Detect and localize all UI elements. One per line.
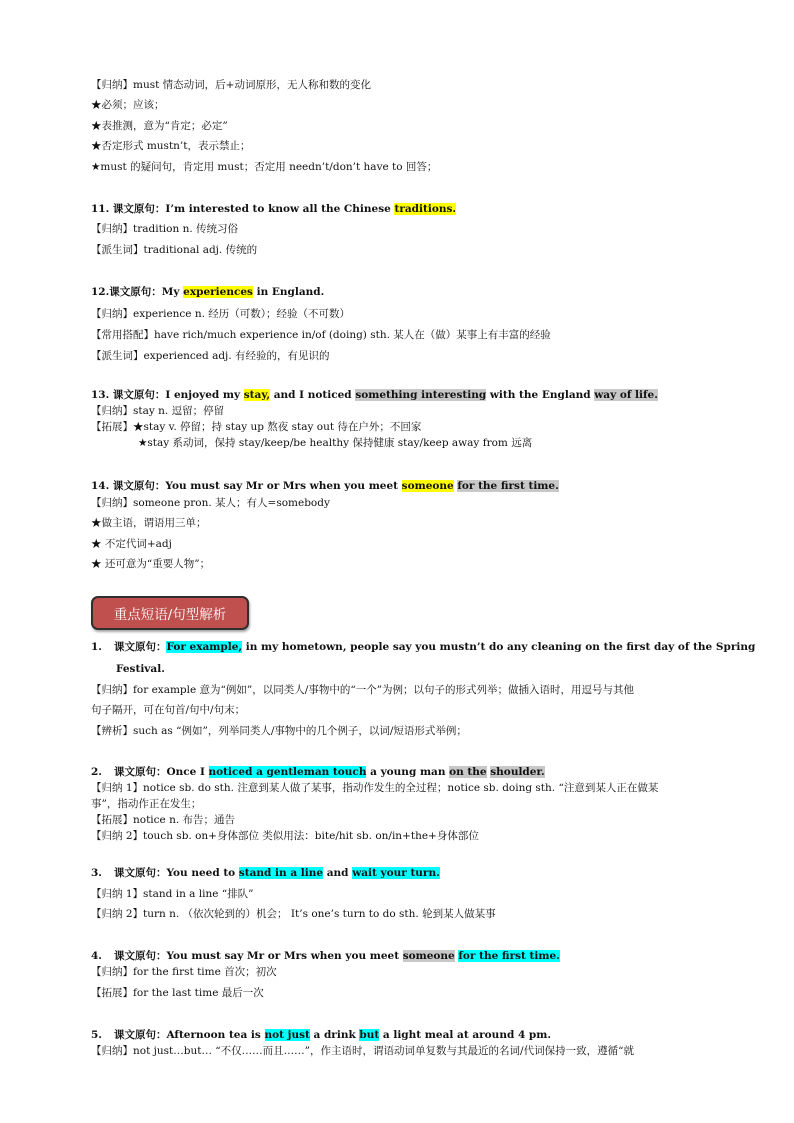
highlight: but <box>359 1029 380 1041</box>
item-14-sentence: 14. 课文原句：You must say Mr or Mrs when you meet someone for the first time. <box>91 480 559 492</box>
phrase-2-summary-2: 【归纳 2】touch sb. on+身体部位 类似用法：bite/hit sb. on/in+the+身体部位 <box>91 830 479 842</box>
item-14-summary: 【归纳】someone pron. 某人；有人=somebody <box>91 497 330 509</box>
highlight: way of life. <box>594 389 658 401</box>
phrase-5-sentence: 5. 课文原句：Afternoon tea is not just a drink but a light meal at around 4 pm. <box>91 1029 552 1041</box>
phrase-4-extension: 【拓展】for the last time 最后一次 <box>91 987 264 999</box>
item-13-summary: 【归纳】stay n. 逗留；停留 <box>91 405 225 417</box>
item-14-note-1: ★做主语，谓语用三单； <box>91 517 207 529</box>
item-11-summary: 【归纳】tradition n. 传统习俗 <box>91 223 239 235</box>
item-12-collocation: 【常用搭配】have rich/much experience in/of (doing) sth. 某人在（做）某事上有丰富的经验 <box>91 329 551 341</box>
highlight: for the first time. <box>458 950 560 962</box>
phrase-2-extension: 【拓展】notice n. 布告；通告 <box>91 814 236 826</box>
note-must-4: ★must 的疑问句，肯定用 must；否定用 needn’t/don’t have to 回答； <box>91 161 438 173</box>
phrase-1-sentence-cont: Festival. <box>116 663 165 675</box>
item-14-note-3: ★ 还可意为“重要人物”； <box>91 558 211 570</box>
phrase-2-summary-1-cont: 事”，指动作正在发生； <box>91 798 202 810</box>
item-14-note-2: ★ 不定代词+adj <box>91 538 172 550</box>
note-must-summary: 【归纳】must 情态动词，后+动词原形，无人称和数的变化 <box>91 79 371 91</box>
phrase-5-summary: 【归纳】not just…but… “不仅……而且……”，作主语时，谓语动词单复数与其最近的名词/代词保持一致，遵循“就 <box>91 1045 634 1057</box>
phrase-1-sentence: 1. 课文原句：For example, in my hometown, people say you mustn’t do any cleaning on the first day of the Spring <box>91 641 756 653</box>
note-must-1: ★必须；应该； <box>91 99 165 111</box>
phrase-4-summary: 【归纳】for the first time 首次；初次 <box>91 966 277 978</box>
highlight: someone <box>402 950 455 962</box>
highlight: For example, <box>166 641 243 653</box>
section-banner: 重点短语/句型解析 <box>91 596 249 630</box>
phrase-2-sentence: 2. 课文原句：Once I noticed a gentleman touch a young man on the shoulder. <box>91 766 545 778</box>
highlight: someone <box>401 480 454 492</box>
highlight: stay, <box>243 389 271 401</box>
item-12-derivative: 【派生词】experienced adj. 有经验的，有见识的 <box>91 350 330 362</box>
item-11-sentence: 11. 课文原句：I’m interested to know all the Chinese traditions. <box>91 203 457 215</box>
phrase-3-summary-2: 【归纳 2】turn n. （依次轮到的）机会； It’s one’s turn to do sth. 轮到某人做某事 <box>91 908 496 920</box>
highlight: experiences <box>183 286 253 298</box>
highlight: noticed a gentleman touch <box>208 766 367 778</box>
phrase-1-comparison: 【辨析】such as “例如”，列举同类人/事物中的几个例子，以词/短语形式举例； <box>91 725 467 737</box>
highlight: wait your turn. <box>352 867 440 879</box>
phrase-2-summary-1: 【归纳 1】notice sb. do sth. 注意到某人做了某事，指动作发生的全过程；notice sb. doing sth. “注意到某人正在做某 <box>91 782 659 794</box>
item-12-summary: 【归纳】experience n. 经历（可数）；经验（不可数） <box>91 308 351 320</box>
item-13-extension: 【拓展】★stay v. 停留；持 stay up 熬夜 stay out 待在户外；不回家 <box>91 421 422 433</box>
phrase-1-summary: 【归纳】for example 意为“例如”，以同类人/事物中的“一个”为例；以句子的形式列举；做插入语时，用逗号与其他 <box>91 684 635 696</box>
phrase-3-summary-1: 【归纳 1】stand in a line “排队” <box>91 888 254 900</box>
item-11-derivative: 【派生词】traditional adj. 传统的 <box>91 244 258 256</box>
highlight: stand in a line <box>238 867 324 879</box>
item-13-sentence: 13. 课文原句：I enjoyed my stay, and I noticed something interesting with the England way of life. <box>91 389 658 401</box>
note-must-3: ★否定形式 mustn’t，表示禁止； <box>91 140 251 152</box>
highlight: shoulder. <box>490 766 545 778</box>
highlight: something interesting <box>355 389 487 401</box>
highlight: for the first time. <box>457 480 559 492</box>
phrase-3-sentence: 3. 课文原句：You need to stand in a line and wait your turn. <box>91 867 440 879</box>
item-12-sentence: 12.课文原句：My experiences in England. <box>91 286 325 298</box>
highlight: traditions. <box>394 203 457 215</box>
highlight: not just <box>264 1029 310 1041</box>
phrase-4-sentence: 4. 课文原句：You must say Mr or Mrs when you meet someone for the first time. <box>91 950 560 962</box>
highlight: on the <box>449 766 487 778</box>
note-must-2: ★表推测，意为“肯定；必定” <box>91 120 228 132</box>
phrase-1-summary-cont: 句子隔开，可在句首/句中/句末； <box>91 704 246 716</box>
item-13-extension-2: ★stay 系动词，保持 stay/keep/be healthy 保持健康 stay/keep away from 远离 <box>138 437 533 449</box>
